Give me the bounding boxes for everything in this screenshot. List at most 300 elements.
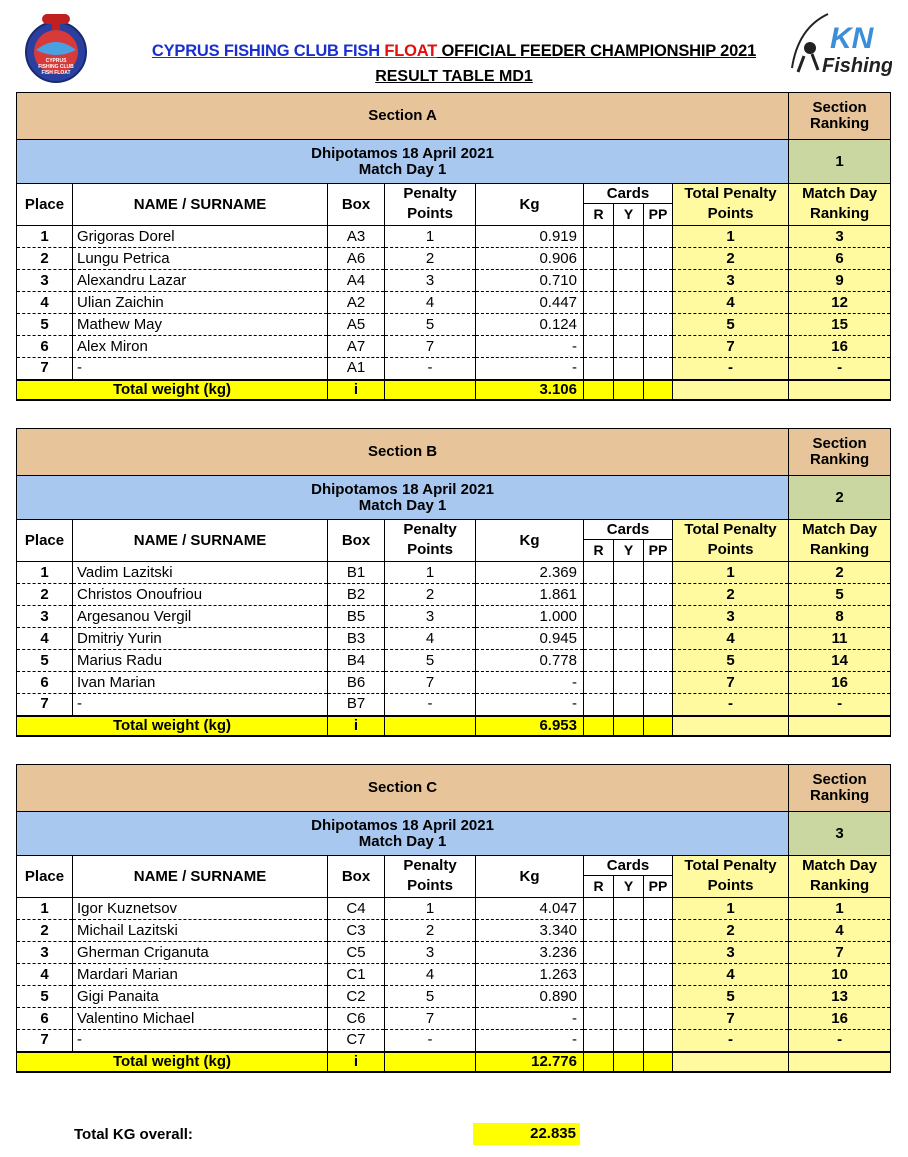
cell-place: 5 [17,314,73,336]
section-ranking-value: 3 [789,812,891,856]
cell-penalty: 5 [385,986,476,1008]
total-card-pp [644,380,673,400]
logo-kn-text: KN [830,22,874,55]
total-marker: i [328,1052,385,1072]
total-penalty-empty [385,1052,476,1072]
cell-card-r [584,650,614,672]
table-row [17,694,891,716]
cell-penalty: - [385,358,476,380]
venue-date [17,812,789,856]
cell-md-ranking: 7 [789,942,891,964]
cell-card-y [614,650,644,672]
col-kg-header: Kg [476,184,584,226]
cell-card-pp [644,336,673,358]
cell-kg: 4.047 [476,898,584,920]
cell-box: A7 [328,336,385,358]
cell-md-ranking: - [789,1030,891,1052]
col-penalty-header-1: Penalty [385,856,476,876]
cell-md-ranking: 6 [789,248,891,270]
cell-card-y [614,1030,644,1052]
total-card-y [614,380,644,400]
cell-box: B6 [328,672,385,694]
cell-card-y [614,964,644,986]
col-penalty-header-1: Penalty [385,184,476,204]
cell-card-r [584,562,614,584]
cell-total-penalty: 2 [673,584,789,606]
cell-total-penalty: 3 [673,606,789,628]
cell-place: 2 [17,248,73,270]
cell-place: 4 [17,964,73,986]
cell-penalty: 5 [385,650,476,672]
table-row [17,898,891,920]
cell-kg: 0.778 [476,650,584,672]
cell-box: A5 [328,314,385,336]
cell-total-penalty: 5 [673,650,789,672]
table-row [17,314,891,336]
cell-kg: 1.263 [476,964,584,986]
section-ranking-value: 1 [789,140,891,184]
cell-name: Gigi Panaita [73,986,328,1008]
cell-card-y [614,336,644,358]
cell-card-y [614,248,644,270]
cell-md-ranking: 16 [789,1008,891,1030]
cell-md-ranking: 16 [789,672,891,694]
col-penalty-header-2: Points [385,540,476,562]
cell-total-penalty: 4 [673,292,789,314]
cell-name: Argesanou Vergil [73,606,328,628]
cell-box: C2 [328,986,385,1008]
cell-card-pp [644,628,673,650]
table-row [17,1008,891,1030]
col-card-r-header: R [584,204,614,226]
title-part-black: OFFICIAL FEEDER CHAMPIONSHIP 2021 [437,42,757,60]
cell-card-pp [644,358,673,380]
cell-total-penalty: 7 [673,1008,789,1030]
cell-card-pp [644,920,673,942]
col-card-pp-header: PP [644,876,673,898]
cell-place: 1 [17,562,73,584]
total-card-pp [644,716,673,736]
cell-place: 2 [17,920,73,942]
cell-box: A4 [328,270,385,292]
cell-card-y [614,672,644,694]
table-row [17,358,891,380]
total-card-y [614,716,644,736]
cell-total-penalty: 7 [673,336,789,358]
cell-penalty: 2 [385,584,476,606]
table-row [17,650,891,672]
section-ranking-header: Section Ranking [789,93,891,140]
col-card-y-header: Y [614,540,644,562]
col-total-penalty-header-1: Total Penalty [673,520,789,540]
table-row [17,336,891,358]
cell-kg: - [476,358,584,380]
cell-place: 1 [17,898,73,920]
col-box-header: Box [328,856,385,898]
cell-place: 6 [17,336,73,358]
table-row [17,292,891,314]
venue-text: Dhipotamos 18 April 2021 [311,480,494,498]
cell-box: A3 [328,226,385,248]
cell-card-r [584,986,614,1008]
cell-md-ranking: 4 [789,920,891,942]
col-name-header: NAME / SURNAME [73,520,328,562]
cell-total-penalty: 1 [673,898,789,920]
col-md-ranking-header-1: Match Day [789,520,891,540]
cell-total-penalty: 2 [673,248,789,270]
cell-card-pp [644,986,673,1008]
cell-penalty: - [385,694,476,716]
table-row [17,1030,891,1052]
cell-card-y [614,898,644,920]
cell-total-penalty: 4 [673,628,789,650]
cell-penalty: - [385,1030,476,1052]
total-weight-value: 12.776 [476,1052,584,1072]
section-title: Section B [17,429,789,476]
cell-name: Lungu Petrica [73,248,328,270]
cell-box: A1 [328,358,385,380]
cell-penalty: 2 [385,248,476,270]
cell-name: Christos Onoufriou [73,584,328,606]
cell-card-pp [644,248,673,270]
cell-card-pp [644,606,673,628]
col-box-header: Box [328,520,385,562]
table-row [17,628,891,650]
total-penalty-empty [385,380,476,400]
cell-box: C1 [328,964,385,986]
cell-card-pp [644,226,673,248]
title-part-red: FLOAT [384,42,438,60]
cell-penalty: 7 [385,1008,476,1030]
cell-total-penalty: - [673,1030,789,1052]
col-card-pp-header: PP [644,204,673,226]
cell-place: 6 [17,672,73,694]
section-ranking-header: Section Ranking [789,429,891,476]
page-header [0,0,908,90]
cell-kg: 0.919 [476,226,584,248]
logo-fishing-text: Fishing [822,55,892,77]
cell-card-y [614,694,644,716]
section-title: Section C [17,765,789,812]
cell-penalty: 7 [385,336,476,358]
cell-kg: 1.000 [476,606,584,628]
col-kg-header: Kg [476,856,584,898]
cell-place: 3 [17,942,73,964]
cell-name: Dmitriy Yurin [73,628,328,650]
cell-total-penalty: 4 [673,964,789,986]
venue-text: Dhipotamos 18 April 2021 [311,816,494,834]
table-row [17,584,891,606]
cell-card-r [584,1030,614,1052]
cell-kg: 0.890 [476,986,584,1008]
table-row [17,672,891,694]
col-md-ranking-header-2: Ranking [789,540,891,562]
cell-kg: - [476,694,584,716]
cell-card-pp [644,898,673,920]
table-row [17,920,891,942]
total-penalty-empty [385,716,476,736]
col-md-ranking-header-1: Match Day [789,856,891,876]
cell-kg: - [476,336,584,358]
total-md-ranking [789,1052,891,1072]
cell-box: B5 [328,606,385,628]
cell-card-r [584,672,614,694]
col-card-r-header: R [584,540,614,562]
total-card-y [614,1052,644,1072]
cell-place: 3 [17,606,73,628]
svg-text:FISHING CLUB: FISHING CLUB [38,64,74,70]
cell-total-penalty: 5 [673,314,789,336]
cell-name: Grigoras Dorel [73,226,328,248]
table-row [17,986,891,1008]
venue-text: Dhipotamos 18 April 2021 [311,144,494,162]
cell-place: 3 [17,270,73,292]
section-table [16,92,891,401]
cell-card-y [614,628,644,650]
col-cards-header: Cards [584,520,673,540]
svg-text:FISH FLOAT: FISH FLOAT [41,70,71,76]
cell-md-ranking: 11 [789,628,891,650]
cell-name: Alexandru Lazar [73,270,328,292]
cell-card-y [614,1008,644,1030]
cell-md-ranking: 8 [789,606,891,628]
venue-date [17,476,789,520]
cell-card-pp [644,672,673,694]
venue-date [17,140,789,184]
cell-md-ranking: 14 [789,650,891,672]
cell-box: B2 [328,584,385,606]
total-total-penalty [673,380,789,400]
cell-kg: 0.945 [476,628,584,650]
cell-box: C4 [328,898,385,920]
total-marker: i [328,380,385,400]
cell-total-penalty: - [673,694,789,716]
cell-card-r [584,226,614,248]
total-overall-label: Total KG overall: [74,1126,193,1143]
col-total-penalty-header-2: Points [673,876,789,898]
col-name-header: NAME / SURNAME [73,184,328,226]
col-md-ranking-header-2: Ranking [789,204,891,226]
cell-card-pp [644,1008,673,1030]
col-total-penalty-header-2: Points [673,540,789,562]
cell-box: A6 [328,248,385,270]
cell-penalty: 1 [385,562,476,584]
cell-name: Michail Lazitski [73,920,328,942]
cell-place: 1 [17,226,73,248]
cell-penalty: 5 [385,314,476,336]
cell-name: Valentino Michael [73,1008,328,1030]
total-row [17,380,891,400]
col-place-header: Place [17,520,73,562]
table-row [17,942,891,964]
total-md-ranking [789,716,891,736]
col-penalty-header-2: Points [385,876,476,898]
total-card-r [584,716,614,736]
cell-card-pp [644,562,673,584]
cell-md-ranking: 5 [789,584,891,606]
cell-name: Mathew May [73,314,328,336]
cell-penalty: 3 [385,606,476,628]
col-cards-header: Cards [584,856,673,876]
cell-total-penalty: 5 [673,986,789,1008]
match-day-text: Match Day 1 [358,832,447,850]
cell-kg: 0.710 [476,270,584,292]
cell-place: 4 [17,628,73,650]
cell-place: 7 [17,358,73,380]
col-card-pp-header: PP [644,540,673,562]
total-card-pp [644,1052,673,1072]
cell-md-ranking: 2 [789,562,891,584]
cell-md-ranking: 13 [789,986,891,1008]
cell-penalty: 1 [385,898,476,920]
cell-name: Vadim Lazitski [73,562,328,584]
cell-card-y [614,226,644,248]
cell-card-y [614,986,644,1008]
championship-title [0,42,908,61]
cell-card-r [584,314,614,336]
cell-penalty: 3 [385,270,476,292]
cell-card-y [614,606,644,628]
cell-penalty: 4 [385,964,476,986]
col-place-header: Place [17,856,73,898]
cell-kg: 0.447 [476,292,584,314]
cell-total-penalty: 2 [673,920,789,942]
cell-total-penalty: 1 [673,562,789,584]
cell-kg: 3.340 [476,920,584,942]
total-total-penalty [673,1052,789,1072]
col-md-ranking-header-1: Match Day [789,184,891,204]
cell-name: Marius Radu [73,650,328,672]
total-marker: i [328,716,385,736]
cell-box: A2 [328,292,385,314]
cell-name: Ivan Marian [73,672,328,694]
table-row [17,270,891,292]
cell-place: 7 [17,1030,73,1052]
cell-name: Ulian Zaichin [73,292,328,314]
cell-card-r [584,584,614,606]
cell-place: 5 [17,986,73,1008]
total-weight-label: Total weight (kg) [17,1052,328,1072]
cell-place: 6 [17,1008,73,1030]
cell-name: - [73,694,328,716]
col-kg-header: Kg [476,520,584,562]
cell-md-ranking: 10 [789,964,891,986]
section-ranking-header: Section Ranking [789,765,891,812]
col-total-penalty-header-1: Total Penalty [673,184,789,204]
cell-card-pp [644,1030,673,1052]
cell-md-ranking: - [789,358,891,380]
cell-box: C7 [328,1030,385,1052]
cell-card-r [584,942,614,964]
cell-card-pp [644,964,673,986]
cell-md-ranking: 3 [789,226,891,248]
cell-penalty: 4 [385,628,476,650]
cell-name: Gherman Criganuta [73,942,328,964]
cell-place: 4 [17,292,73,314]
cell-card-y [614,942,644,964]
section-ranking-value: 2 [789,476,891,520]
cell-md-ranking: 12 [789,292,891,314]
total-weight-label: Total weight (kg) [17,380,328,400]
cell-md-ranking: 15 [789,314,891,336]
cell-name: - [73,1030,328,1052]
cell-total-penalty: 3 [673,942,789,964]
cell-card-y [614,562,644,584]
svg-text:CYPRUS: CYPRUS [45,58,67,64]
cell-place: 7 [17,694,73,716]
cell-card-pp [644,292,673,314]
cell-kg: 3.236 [476,942,584,964]
col-total-penalty-header-1: Total Penalty [673,856,789,876]
col-card-y-header: Y [614,204,644,226]
cell-penalty: 7 [385,672,476,694]
cell-kg: 0.124 [476,314,584,336]
cell-box: C5 [328,942,385,964]
col-card-r-header: R [584,876,614,898]
cell-card-r [584,628,614,650]
col-card-y-header: Y [614,876,644,898]
cell-card-y [614,270,644,292]
cell-total-penalty: 7 [673,672,789,694]
cell-kg: 2.369 [476,562,584,584]
cell-total-penalty: - [673,358,789,380]
cell-card-r [584,292,614,314]
cell-md-ranking: 1 [789,898,891,920]
col-penalty-header-1: Penalty [385,520,476,540]
cell-md-ranking: - [789,694,891,716]
cell-card-pp [644,694,673,716]
cell-card-y [614,314,644,336]
total-row [17,716,891,736]
cell-penalty: 4 [385,292,476,314]
cell-name: Igor Kuznetsov [73,898,328,920]
cell-kg: - [476,672,584,694]
cell-card-r [584,694,614,716]
match-day-text: Match Day 1 [358,496,447,514]
cell-penalty: 3 [385,942,476,964]
match-day-text: Match Day 1 [358,160,447,178]
col-name-header: NAME / SURNAME [73,856,328,898]
cell-box: C6 [328,1008,385,1030]
cell-total-penalty: 1 [673,226,789,248]
table-row [17,226,891,248]
total-total-penalty [673,716,789,736]
cell-card-pp [644,584,673,606]
col-penalty-header-2: Points [385,204,476,226]
col-cards-header: Cards [584,184,673,204]
cell-card-y [614,584,644,606]
total-weight-value: 3.106 [476,380,584,400]
section-title: Section A [17,93,789,140]
section-table [16,764,891,1073]
kn-fishing-logo [788,8,892,80]
table-row [17,964,891,986]
section-table [16,428,891,737]
cell-box: B1 [328,562,385,584]
table-row [17,248,891,270]
cell-place: 2 [17,584,73,606]
cell-md-ranking: 16 [789,336,891,358]
cell-penalty: 1 [385,226,476,248]
cell-card-r [584,920,614,942]
cell-kg: - [476,1008,584,1030]
cell-box: C3 [328,920,385,942]
total-card-r [584,380,614,400]
total-row [17,1052,891,1072]
cell-card-pp [644,270,673,292]
cell-box: B3 [328,628,385,650]
total-weight-label: Total weight (kg) [17,716,328,736]
